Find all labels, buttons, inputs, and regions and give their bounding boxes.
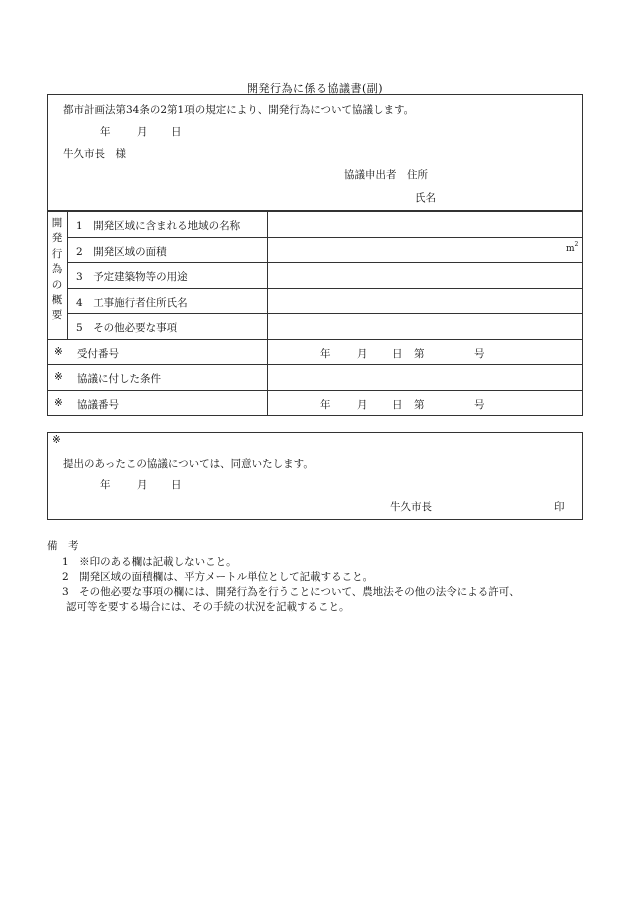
consent-text: 提出のあったこの協議については、同意いたします。 bbox=[63, 458, 314, 470]
outline-row-3: 3 予定建築物等の用途 bbox=[76, 271, 188, 283]
remark-item-3-continued: 認可等を要する場合には、その手続の状況を記載すること。 bbox=[66, 601, 350, 613]
area-unit: $m^2$ bbox=[566, 241, 579, 254]
number-month: 月 bbox=[357, 399, 368, 411]
number-go: 号 bbox=[474, 399, 485, 411]
outline-row-4: 4 工事施行者住所氏名 bbox=[76, 297, 188, 309]
remark-item-1: 1 ※印のある欄は記載しないこと。 bbox=[62, 556, 237, 568]
remark-item-3: 3 その他必要な事項の欄には、開発行為を行うことについて、農地法その他の法令による許可、 bbox=[62, 586, 520, 598]
addressee: 牛久市長 様 bbox=[63, 148, 126, 160]
receipt-month: 月 bbox=[357, 348, 368, 360]
request-date-month: 月 bbox=[137, 126, 148, 138]
receipt-dai: 第 bbox=[414, 348, 425, 360]
office-row-conditions-label: 協議に付した条件 bbox=[77, 373, 161, 385]
consent-date-day: 日 bbox=[171, 479, 182, 491]
applicant-name-label: 氏名 bbox=[415, 192, 436, 204]
remark-item-2: 2 開発区域の面積欄は、平方メートル単位として記載すること。 bbox=[62, 571, 374, 583]
receipt-day: 日 bbox=[392, 348, 403, 360]
consent-date-month: 月 bbox=[137, 479, 148, 491]
receipt-year: 年 bbox=[320, 348, 331, 360]
outline-row-5: 5 その他必要な事項 bbox=[76, 322, 178, 334]
outline-row-1: 1 開発区域に含まれる地域の名称 bbox=[76, 220, 241, 232]
number-day: 日 bbox=[392, 399, 403, 411]
office-row-number-mark: ※ bbox=[54, 397, 63, 409]
request-statement: 都市計画法第34条の2第1項の規定により、開発行為について協議します。 bbox=[63, 104, 415, 116]
seal-mark: 印 bbox=[554, 501, 565, 513]
request-date-day: 日 bbox=[171, 126, 182, 138]
number-year: 年 bbox=[320, 399, 331, 411]
remarks-heading: 備 考 bbox=[47, 540, 79, 552]
consent-signer: 牛久市長 bbox=[390, 501, 432, 513]
office-row-receipt-mark: ※ bbox=[54, 346, 63, 358]
document-title: 開発行為に係る協議書(副) bbox=[246, 82, 384, 95]
receipt-go: 号 bbox=[474, 348, 485, 360]
number-dai: 第 bbox=[414, 399, 425, 411]
consent-date-year: 年 bbox=[100, 479, 111, 491]
office-row-receipt-label: 受付番号 bbox=[77, 348, 119, 360]
consent-mark: ※ bbox=[52, 434, 61, 446]
outline-vertical-label: 開 発 行 為 の 概 要 bbox=[51, 217, 63, 322]
request-date-year: 年 bbox=[100, 126, 111, 138]
applicant-address-label: 協議申出者 住所 bbox=[344, 169, 428, 181]
office-row-conditions-mark: ※ bbox=[54, 371, 63, 383]
consent-box bbox=[47, 432, 583, 520]
outline-row-2: 2 開発区域の面積 bbox=[76, 246, 167, 258]
office-row-number-label: 協議番号 bbox=[77, 399, 119, 411]
